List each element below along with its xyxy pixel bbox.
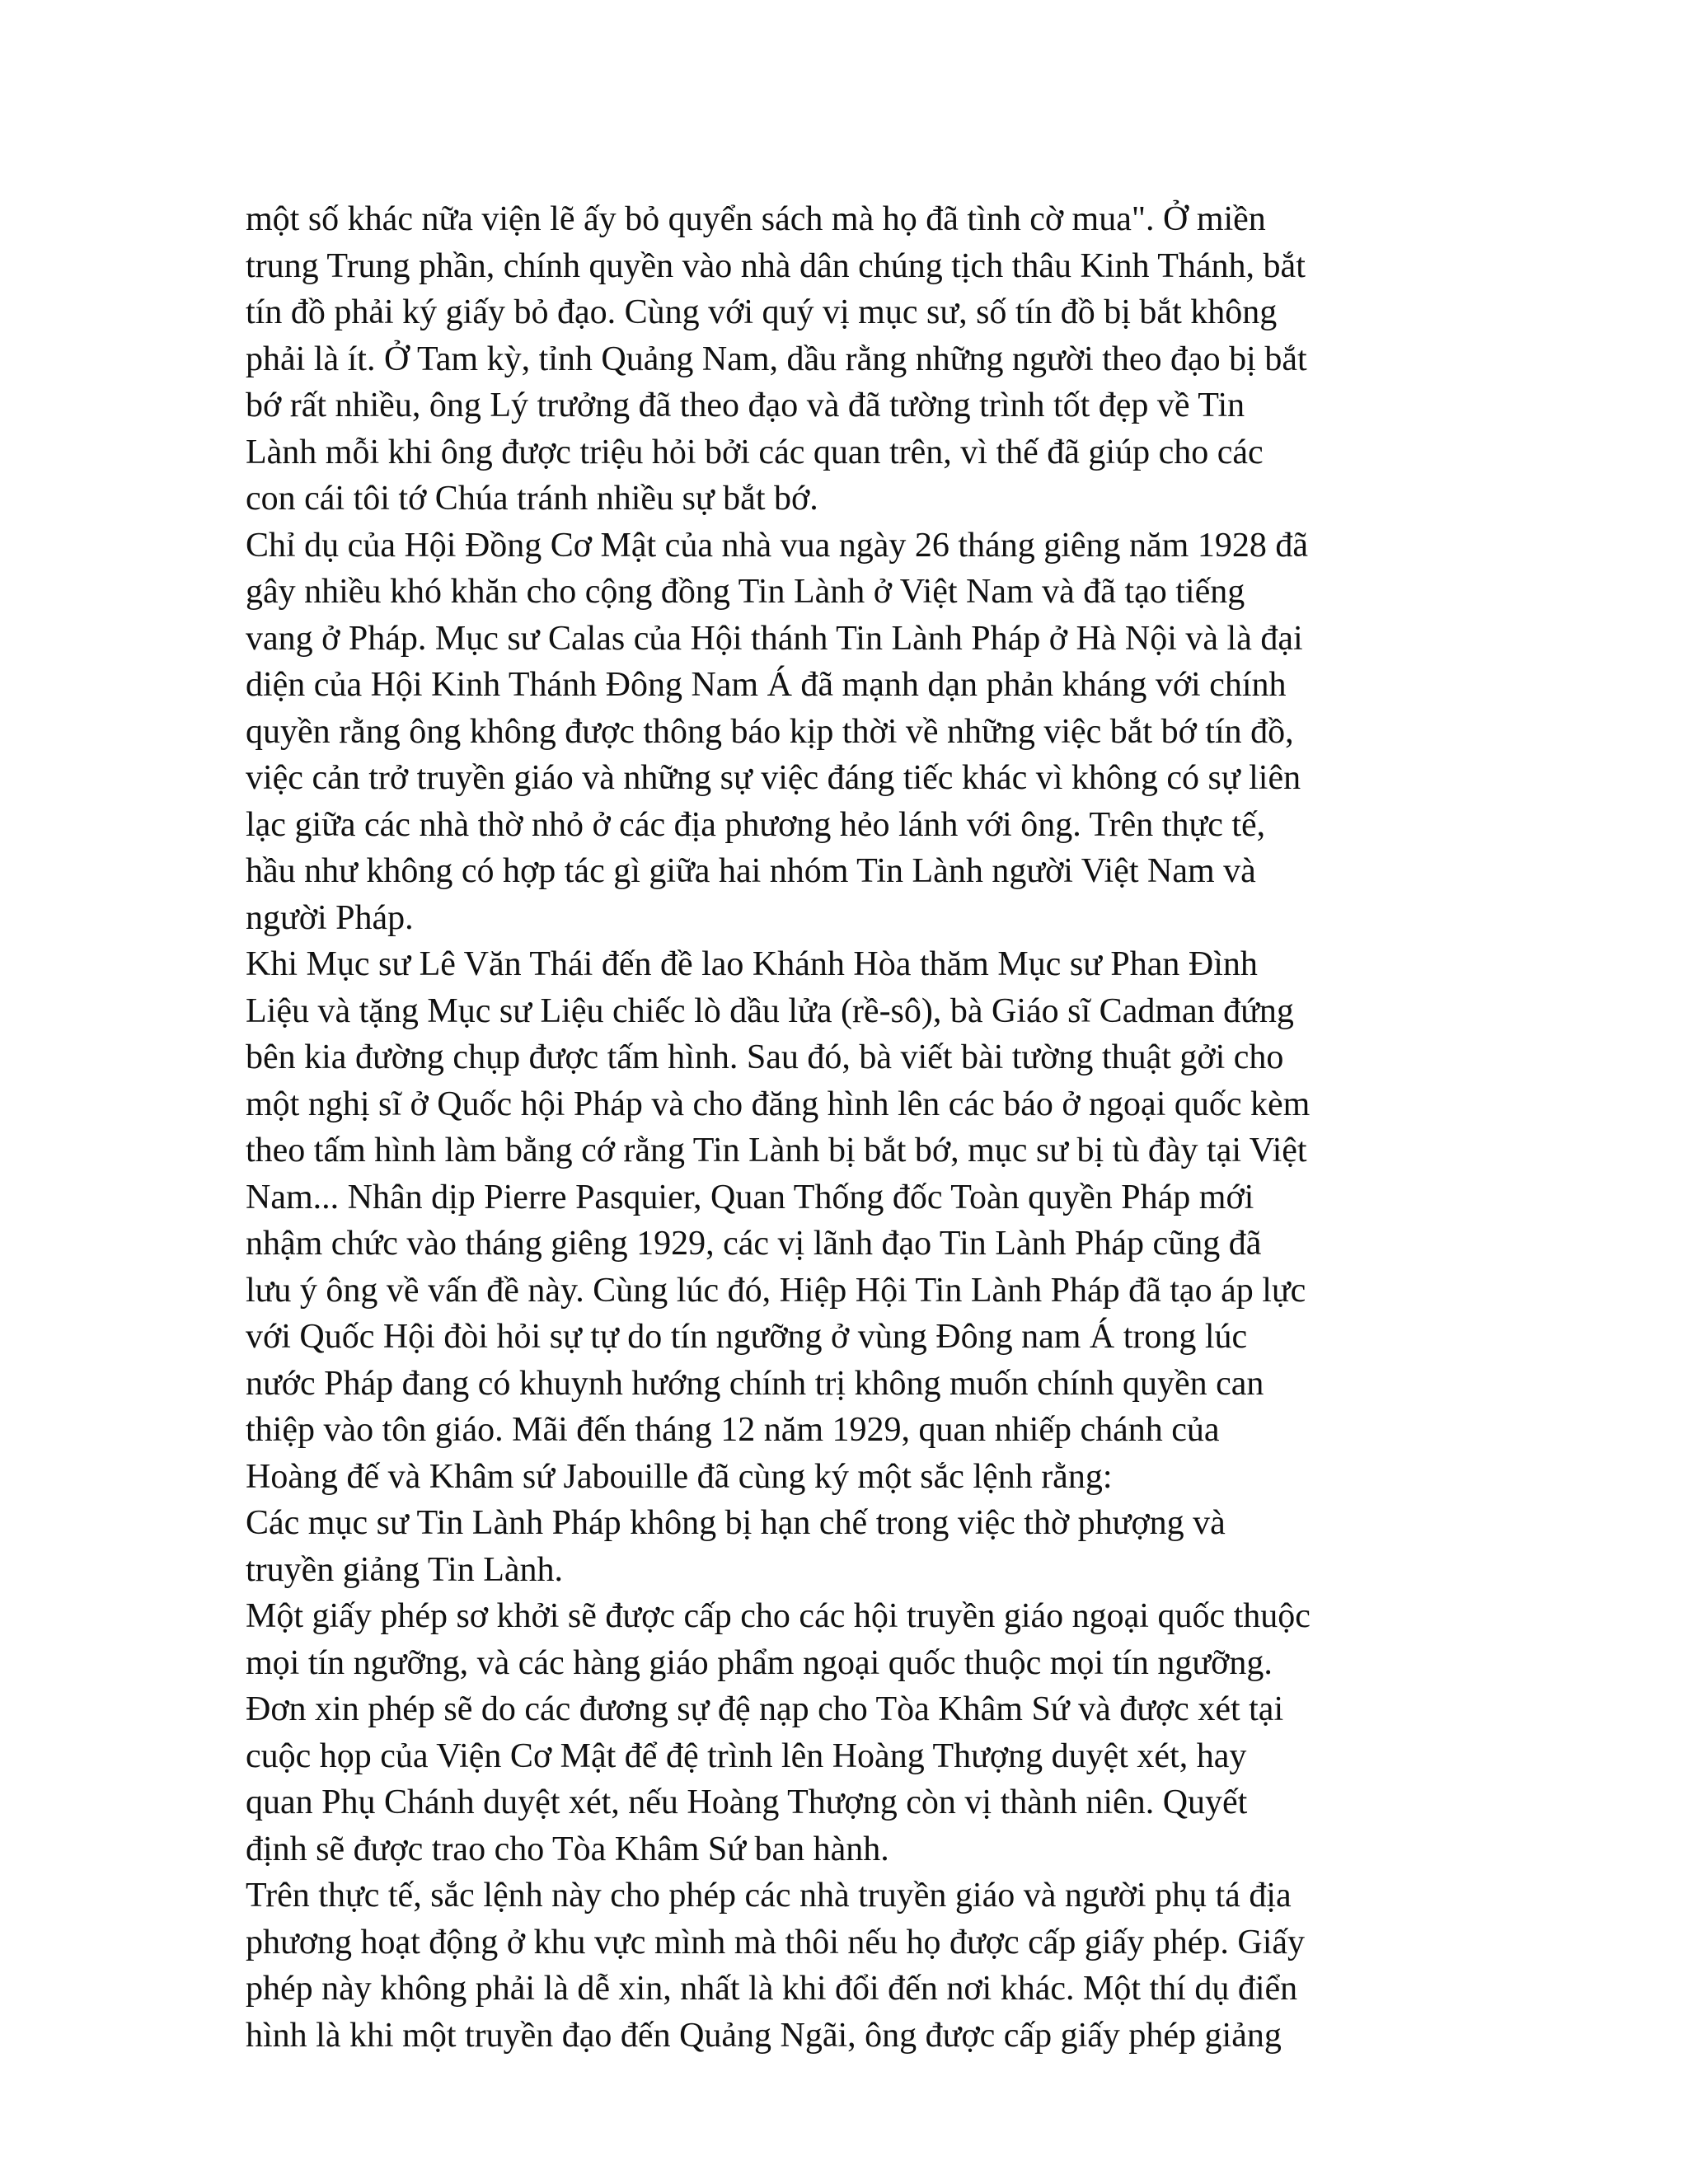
text-line: phải là ít. Ở Tam kỳ, tỉnh Quảng Nam, dầu rằng những người theo đạo bị bắt (246, 340, 1307, 378)
text-line: Hoàng đế và Khâm sứ Jabouille đã cùng ký một sắc lệnh rằng: (246, 1457, 1113, 1496)
text-line: Chỉ dụ của Hội Đồng Cơ Mật của nhà vua ngày 26 tháng giêng năm 1928 đã (246, 526, 1308, 565)
text-line: cuộc họp của Viện Cơ Mật để đệ trình lên Hoàng Thượng duyệt xét, hay (246, 1736, 1247, 1775)
text-line: Lành mỗi khi ông được triệu hỏi bởi các quan trên, vì thế đã giúp cho các (246, 433, 1264, 471)
text-line: Đơn xin phép sẽ do các đương sự đệ nạp cho Tòa Khâm Sứ và được xét tại (246, 1690, 1284, 1728)
text-line: vang ở Pháp. Mục sư Calas của Hội thánh Tin Lành Pháp ở Hà Nội và là đại (246, 619, 1303, 658)
text-line: hầu như không có hợp tác gì giữa hai nhóm Tin Lành người Việt Nam và (246, 852, 1256, 890)
text-line: một nghị sĩ ở Quốc hội Pháp và cho đăng hình lên các báo ở ngoại quốc kèm (246, 1085, 1311, 1123)
body-text (246, 196, 1457, 2059)
text-line: phương hoạt động ở khu vực mình mà thôi nếu họ được cấp giấy phép. Giấy (246, 1923, 1306, 1961)
text-line: tín đồ phải ký giấy bỏ đạo. Cùng với quý vị mục sư, số tín đồ bị bắt không (246, 293, 1278, 331)
text-line: Trên thực tế, sắc lệnh này cho phép các nhà truyền giáo và người phụ tá địa (246, 1877, 1292, 1915)
text-line: trung Trung phần, chính quyền vào nhà dân chúng tịch thâu Kinh Thánh, bắt (246, 246, 1306, 285)
text-line: bên kia đường chụp được tấm hình. Sau đó, bà viết bài tường thuật gởi cho (246, 1038, 1284, 1076)
text-line: mọi tín ngưỡng, và các hàng giáo phẩm ngoại quốc thuộc mọi tín ngưỡng. (246, 1643, 1273, 1682)
text-line: Nam... Nhân dịp Pierre Pasquier, Quan Thống đốc Toàn quyền Pháp mới (246, 1178, 1254, 1216)
text-line: Liệu và tặng Mục sư Liệu chiếc lò dầu lửa (rề-sô), bà Giáo sĩ Cadman đứng (246, 991, 1294, 1030)
text-line: lưu ý ông về vấn đề này. Cùng lúc đó, Hiệp Hội Tin Lành Pháp đã tạo áp lực (246, 1271, 1306, 1310)
text-line: diện của Hội Kinh Thánh Đông Nam Á đã mạnh dạn phản kháng với chính (246, 666, 1287, 704)
text-line: phép này không phải là dễ xin, nhất là khi đổi đến nơi khác. Một thí dụ điển (246, 1970, 1298, 2008)
text-line: theo tấm hình làm bằng cớ rằng Tin Lành bị bắt bớ, mục sư bị tù đày tại Việt (246, 1132, 1307, 1169)
text-line: định sẽ được trao cho Tòa Khâm Sứ ban hành. (246, 1830, 889, 1868)
text-line: với Quốc Hội đòi hỏi sự tự do tín ngưỡng ở vùng Đông nam Á trong lúc (246, 1318, 1248, 1356)
text-line: nước Pháp đang có khuynh hướng chính trị không muốn chính quyền can (246, 1364, 1264, 1403)
text-line: một số khác nữa viện lẽ ấy bỏ quyển sách mà họ đã tình cờ mua". Ở miền (246, 200, 1266, 238)
text-line: việc cản trở truyền giáo và những sự việc đáng tiếc khác vì không có sự liên (246, 759, 1301, 797)
text-line: nhậm chức vào tháng giêng 1929, các vị lãnh đạo Tin Lành Pháp cũng đã (246, 1225, 1262, 1263)
text-line: thiệp vào tôn giáo. Mãi đến tháng 12 năm 1929, quan nhiếp chánh của (246, 1411, 1220, 1449)
text-line: truyền giảng Tin Lành. (246, 1550, 563, 1589)
text-line: gây nhiều khó khăn cho cộng đồng Tin Lành ở Việt Nam và đã tạo tiếng (246, 573, 1245, 611)
text-line: quyền rằng ông không được thông báo kịp thời về những việc bắt bớ tín đồ, (246, 712, 1294, 751)
text-line: quan Phụ Chánh duyệt xét, nếu Hoàng Thượng còn vị thành niên. Quyết (246, 1783, 1248, 1821)
text-line: lạc giữa các nhà thờ nhỏ ở các địa phương hẻo lánh với ông. Trên thực tế, (246, 805, 1266, 844)
text-line: bớ rất nhiều, ông Lý trưởng đã theo đạo và đã tường trình tốt đẹp về Tin (246, 387, 1245, 424)
text-line: người Pháp. (246, 898, 414, 937)
text-line: Các mục sư Tin Lành Pháp không bị hạn chế trong việc thờ phượng và (246, 1504, 1226, 1542)
text-line: Một giấy phép sơ khởi sẽ được cấp cho các hội truyền giáo ngoại quốc thuộc (246, 1597, 1311, 1635)
text-line: hình là khi một truyền đạo đến Quảng Ngãi, ông được cấp giấy phép giảng (246, 2016, 1282, 2055)
text-line: con cái tôi tớ Chúa tránh nhiều sự bắt bớ. (246, 480, 818, 518)
text-line: Khi Mục sư Lê Văn Thái đến đề lao Khánh Hòa thăm Mục sư Phan Đình (246, 945, 1258, 983)
